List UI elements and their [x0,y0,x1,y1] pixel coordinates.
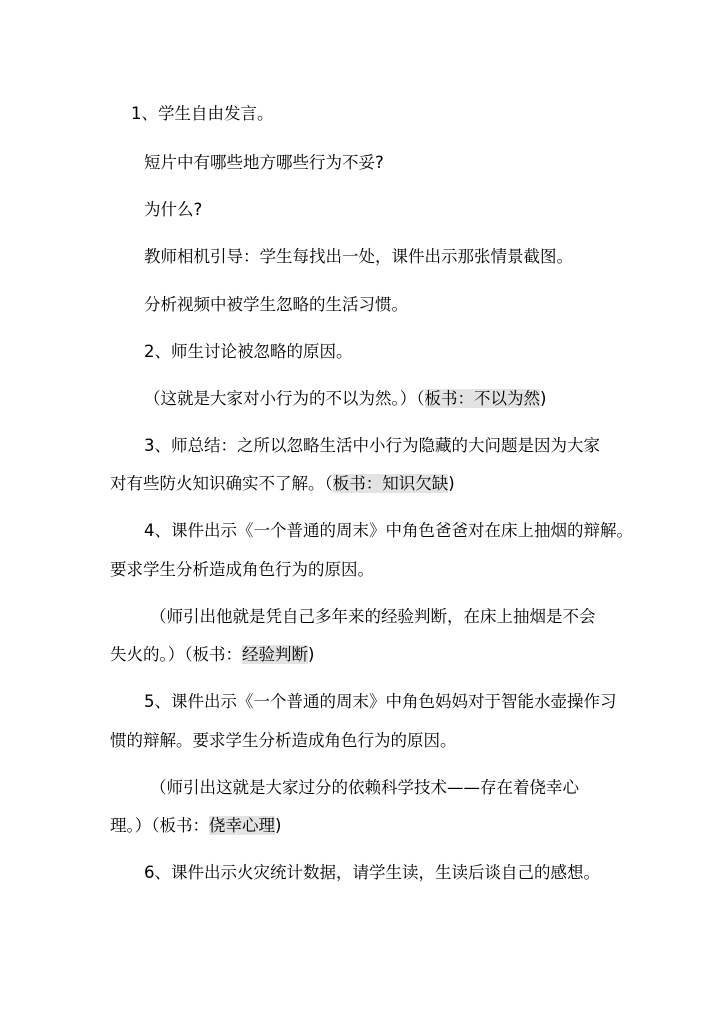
line-text: 要求学生分析造成角色行为的原因。 [110,560,374,579]
line-text: （师引出这就是大家过分的依赖科学技术——存在着侥幸心 [150,778,579,797]
paragraph-line [144,246,573,268]
line-text: （师引出他就是凭自己多年来的经验判断，在床上抽烟是不会 [150,607,596,626]
board-note-highlight: 侥幸心理 [209,816,275,835]
paragraph-line [144,341,353,363]
paragraph-line [144,862,600,884]
paragraph-line [144,388,546,410]
line-text: 4、课件出示《一个普通的周末》中角色爸爸对在床上抽烟的辩解。 [144,521,633,540]
paragraph-line [144,294,408,316]
line-text: 理。）（板书： [110,816,209,835]
line-text: （这就是大家对小行为的不以为然。）（ [144,389,425,408]
line-text: 短片中有哪些地方哪些行为不妥? [144,153,384,172]
paragraph-line [144,152,384,174]
line-text: 5、课件出示《一个普通的周末》中角色妈妈对于智能水壶操作习 [144,692,617,711]
paragraph-line [144,520,633,542]
line-text: 对有些防火知识确实不了解。（ [110,474,333,493]
paragraph-line [150,777,579,799]
board-note-highlight: 经验判断 [242,645,308,664]
paragraph-line [110,730,457,752]
paragraph-line [144,691,617,713]
line-text: 1、学生自由发言。 [131,104,274,123]
line-text: 惯的辩解。要求学生分析造成角色行为的原因。 [110,731,457,750]
paragraph-line [110,815,281,837]
line-text: 3、师总结：之所以忽略生活中小行为隐藏的大问题是因为大家 [144,436,600,455]
paragraph-line [144,435,600,457]
paragraph-line [131,103,274,125]
paragraph-line [110,559,374,581]
line-text: 6、课件出示火灾统计数据，请学生读，生读后谈自己的感想。 [144,863,600,882]
line-text-end: ) [275,816,282,835]
line-text: 2、师生讨论被忽略的原因。 [144,342,353,361]
paragraph-line [150,606,596,628]
line-text-end: ) [308,645,315,664]
board-note-highlight: 板书：不以为然 [424,389,540,408]
line-text: 分析视频中被学生忽略的生活习惯。 [144,295,408,314]
board-note-highlight: 板书：知识欠缺 [332,474,449,493]
paragraph-line [110,644,314,666]
line-text: 失火的。）（板书： [110,645,242,664]
paragraph-line [144,199,202,221]
line-text: 为什么? [144,200,203,219]
line-text: 教师相机引导：学生每找出一处，课件出示那张情景截图。 [144,247,573,266]
line-text-end: ) [540,389,547,408]
paragraph-line [110,473,455,495]
line-text-end: ) [448,474,455,493]
